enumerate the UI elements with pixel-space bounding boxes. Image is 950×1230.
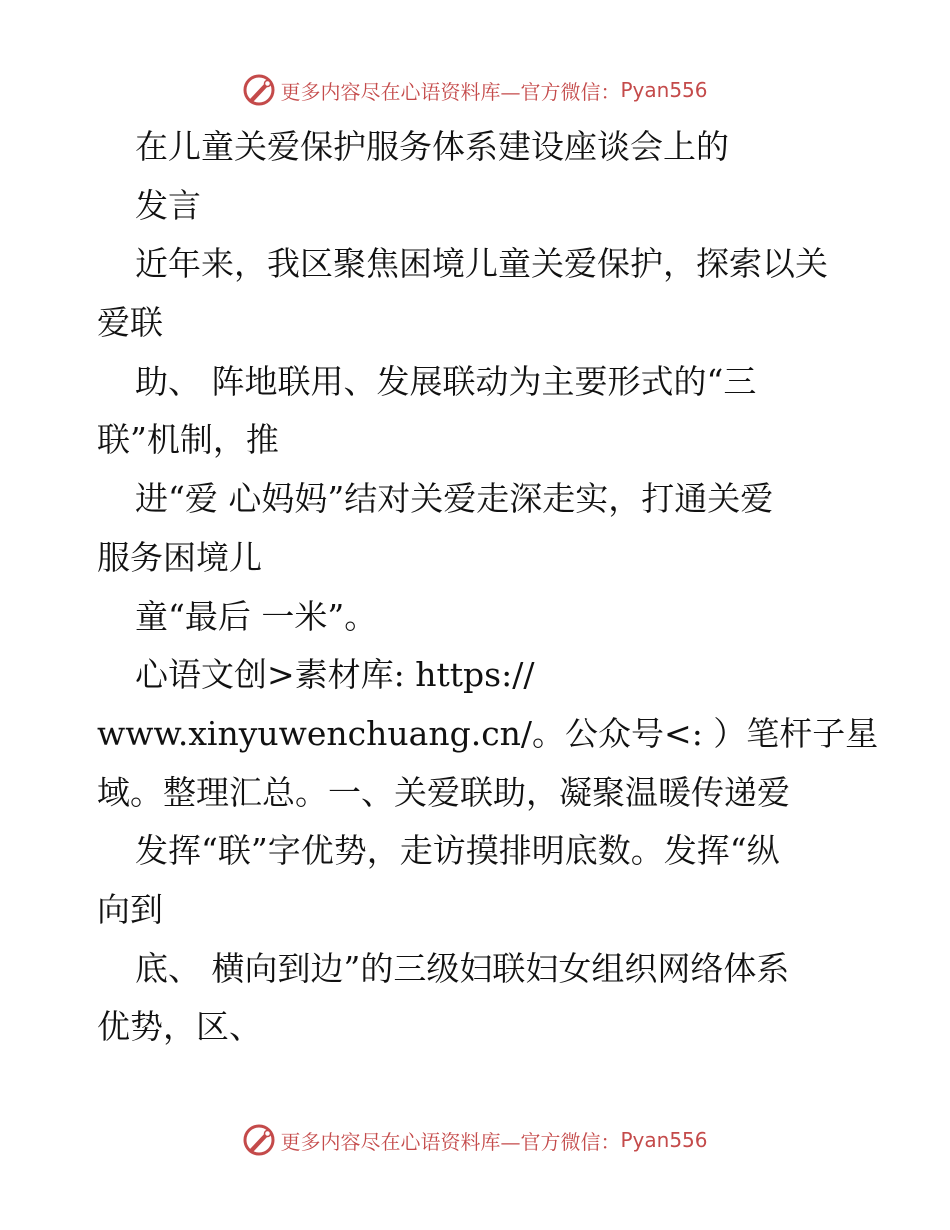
text-line: 爱联: [97, 303, 163, 343]
text-line: 心语文创>素材库: https://: [135, 655, 535, 695]
pen-nib-logo-icon: [242, 1123, 276, 1157]
header-banner-text: 更多内容尽在心语资料库—官方微信：: [280, 79, 621, 104]
text-line: 发言: [135, 185, 201, 225]
header-banner-contact: Pyan556: [620, 78, 708, 102]
text-line: 向到: [97, 889, 163, 929]
page-footer: [0, 1120, 950, 1160]
footer-banner-contact: Pyan556: [620, 1128, 708, 1152]
text-line: www.xinyuwenchuang.cn/。公众号<: ）笔杆子星: [97, 713, 879, 753]
text-line: 近年来，我区聚焦困境儿童关爱保护，探索以关: [135, 244, 828, 284]
header-banner: [242, 73, 707, 107]
footer-banner: [242, 1123, 707, 1157]
text-line: 发挥“联”字优势，走访摸排明底数。发挥“纵: [135, 831, 780, 871]
footer-banner-text: 更多内容尽在心语资料库—官方微信：: [280, 1129, 621, 1154]
text-line: 童“最后 一米”。: [135, 596, 378, 636]
text-line: 服务困境儿: [97, 537, 262, 577]
page-header: [0, 70, 950, 110]
pen-nib-logo-icon: [242, 73, 276, 107]
text-line: 在儿童关爱保护服务体系建设座谈会上的: [135, 127, 729, 166]
text-line: 优势，区、: [97, 1007, 262, 1047]
text-line: 助、 阵地联用、发展联动为主要形式的“三: [135, 361, 757, 401]
document-body: [97, 118, 879, 1057]
text-line: 进“爱 心妈妈”结对关爱走深走实，打通关爱: [135, 479, 774, 519]
text-line: 域。整理汇总。一、关爱联助，凝聚温暖传递爱: [97, 772, 790, 812]
text-line: 底、 横向到边”的三级妇联妇女组织网络体系: [135, 948, 790, 988]
text-line: 联”机制，推: [97, 420, 279, 460]
